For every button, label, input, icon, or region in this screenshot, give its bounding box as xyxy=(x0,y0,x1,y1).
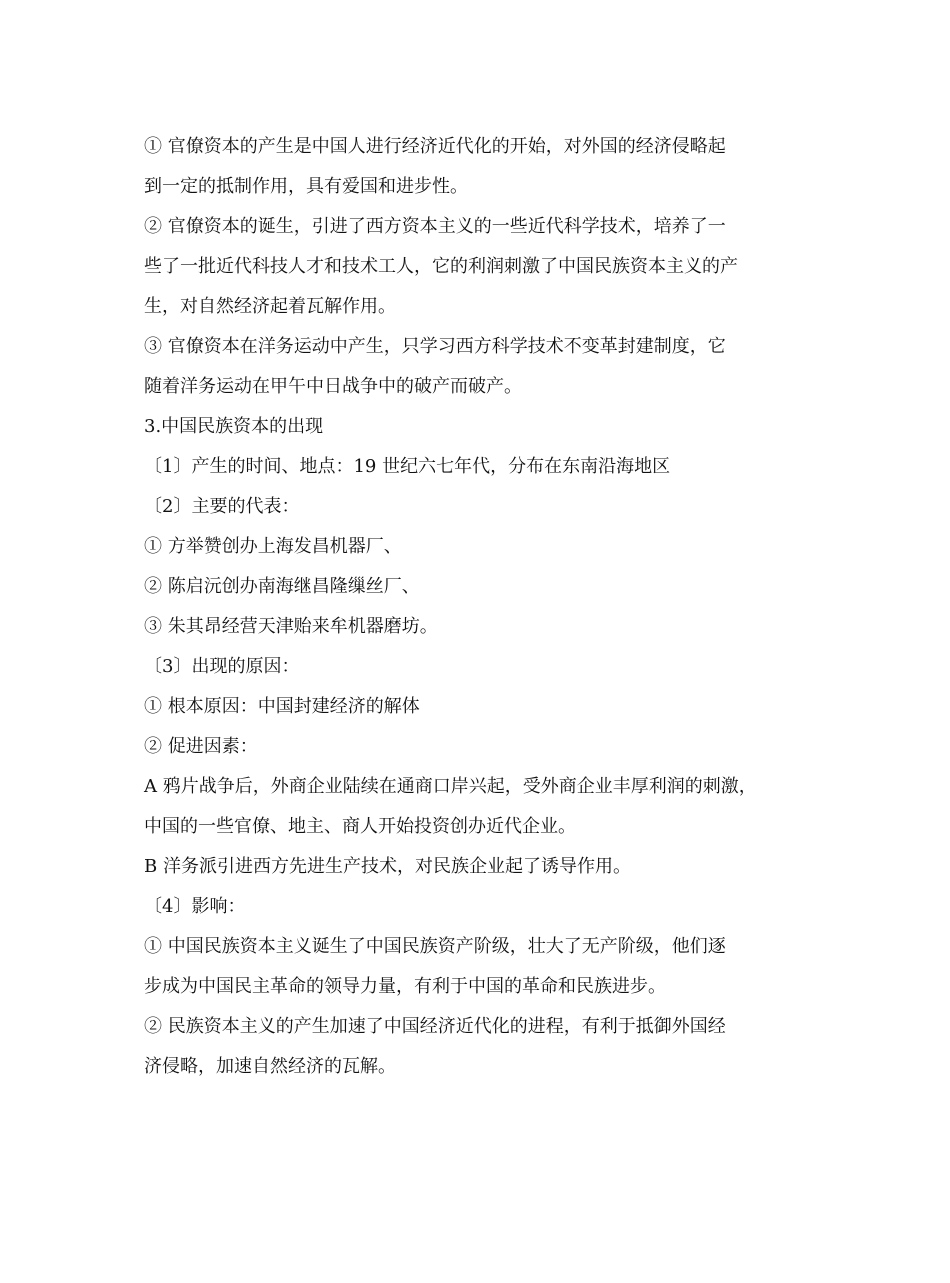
text-line: 〔1〕产生的时间、地点：19 世纪六七年代，分布在东南沿海地区 xyxy=(144,456,671,477)
text-line: ③ 官僚资本在洋务运动中产生，只学习西方科学技术不变革封建制度，它 xyxy=(144,336,726,357)
text-line: ① 方举赞创办上海发昌机器厂、 xyxy=(144,536,402,557)
text-line: 到一定的抵制作用，具有爱国和进步性。 xyxy=(144,176,468,197)
document-body xyxy=(144,127,824,1087)
text-line: 〔3〕出现的原因： xyxy=(144,656,300,677)
text-line: 步成为中国民主革命的领导力量，有利于中国的革命和民族进步。 xyxy=(144,976,666,997)
text-line: ① 中国民族资本主义诞生了中国民族资产阶级，壮大了无产阶级，他们逐 xyxy=(144,936,726,957)
text-line: ② 官僚资本的诞生，引进了西方资本主义的一些近代科学技术，培养了一 xyxy=(144,216,726,237)
text-line: ② 民族资本主义的产生加速了中国经济近代化的进程，有利于抵御外国经 xyxy=(144,1016,726,1037)
text-line: A 鸦片战争后，外商企业陆续在通商口岸兴起，受外商企业丰厚利润的刺激， xyxy=(144,776,757,797)
text-line: 济侵略，加速自然经济的瓦解。 xyxy=(144,1056,396,1077)
text-line: 〔2〕主要的代表： xyxy=(144,496,300,517)
text-line: 中国的一些官僚、地主、商人开始投资创办近代企业。 xyxy=(144,816,576,837)
text-line: ③ 朱其昂经营天津贻来牟机器磨坊。 xyxy=(144,616,438,637)
text-line: ① 官僚资本的产生是中国人进行经济近代化的开始，对外国的经济侵略起 xyxy=(144,136,726,157)
text-line: 生，对自然经济起着瓦解作用。 xyxy=(144,296,396,317)
text-line: B 洋务派引进西方先进生产技术，对民族企业起了诱导作用。 xyxy=(144,856,631,877)
text-line: 〔4〕影响： xyxy=(144,896,246,917)
text-line: ② 陈启沅创办南海继昌隆缫丝厂、 xyxy=(144,576,420,597)
text-line: 随着洋务运动在甲午中日战争中的破产而破产。 xyxy=(144,376,522,397)
text-line: 些了一批近代科技人才和技术工人，它的利润刺激了中国民族资本主义的产 xyxy=(144,256,738,277)
section-heading: 3.中国民族资本的出现 xyxy=(144,416,324,437)
text-line: ② 促进因素： xyxy=(144,736,258,757)
text-line: ① 根本原因：中国封建经济的解体 xyxy=(144,696,420,717)
